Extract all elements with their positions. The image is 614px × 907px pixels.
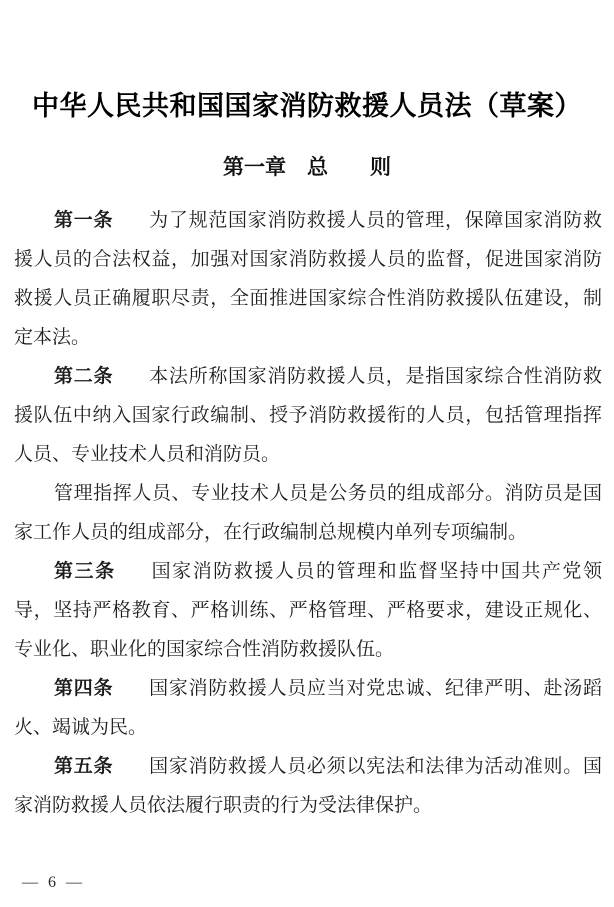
page-number: — 6 — xyxy=(22,874,85,891)
article-2-text: 本法所称国家消防救援人员，是指国家综合性消防救援队伍中纳入国家行政编制、授予消防救援衔的人员，包括管理指挥人员、专业技术人员和消防员。 xyxy=(14,366,602,465)
article-4-text: 国家消防救援人员应当对党忠诚、纪律严明、赴汤蹈火、竭诚为民。 xyxy=(14,678,602,738)
paragraph-article-1 xyxy=(14,201,602,357)
paragraph-article-4 xyxy=(14,669,602,747)
document-title: 中华人民共和国国家消防救援人员法（草案） xyxy=(32,91,582,121)
document-body xyxy=(14,201,602,825)
paragraph-article-3 xyxy=(14,552,602,669)
paragraph-article-5 xyxy=(14,747,602,825)
article-1-label: 第一条 xyxy=(54,210,114,231)
article-1-text: 为了规范国家消防救援人员的管理，保障国家消防救援人员的合法权益，加强对国家消防救援人员的监督，促进国家消防救援人员正确履职尽责，全面推进国家综合性消防救援队伍建设，制定本法。 xyxy=(14,210,602,348)
article-5-text: 国家消防救援人员必须以宪法和法律为活动准则。国家消防救援人员依法履行职责的行为受法律保护。 xyxy=(14,756,602,816)
article-5-label: 第五条 xyxy=(54,756,114,777)
paragraph-article-2-continuation xyxy=(14,474,602,552)
paragraph-article-2 xyxy=(14,357,602,474)
article-2-continuation-text: 管理指挥人员、专业技术人员是公务员的组成部分。消防员是国家工作人员的组成部分，在行政编制总规模内单列专项编制。 xyxy=(14,483,602,543)
article-4-label: 第四条 xyxy=(54,678,114,699)
article-2-label: 第二条 xyxy=(54,366,114,387)
article-3-label: 第三条 xyxy=(54,561,116,582)
article-3-text: 国家消防救援人员的管理和监督坚持中国共产党领导，坚持严格教育、严格训练、严格管理、严格要求，建设正规化、专业化、职业化的国家综合性消防救援队伍。 xyxy=(14,561,602,660)
chapter-heading: 第一章 总 则 xyxy=(223,155,391,179)
